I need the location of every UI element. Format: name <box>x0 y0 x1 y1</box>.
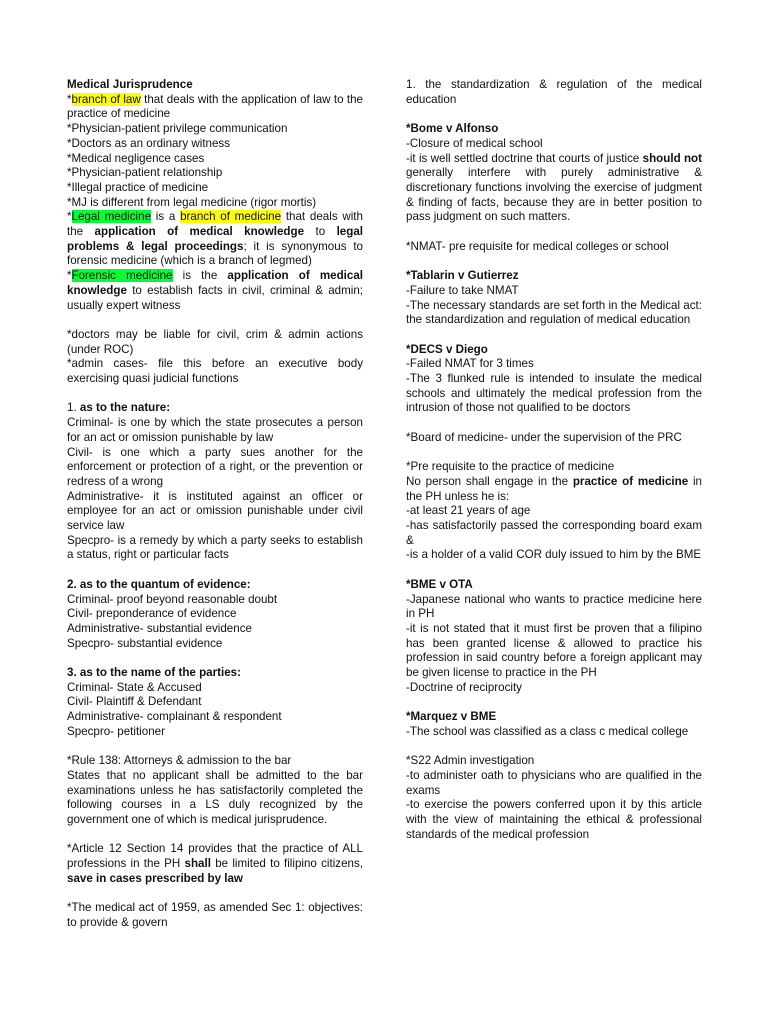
text-run: Administrative- it is instituted against an officer or employee for an act or omission punishable under civil service law <box>67 489 363 533</box>
paragraph <box>406 475 702 504</box>
text-run: Specpro- petitioner <box>67 724 165 738</box>
paragraph <box>67 710 363 725</box>
paragraph <box>67 842 363 886</box>
text-run: is a <box>151 210 181 224</box>
text-run: ; it is synonymous to forensic medicine (which is a branch of legmed) <box>67 239 364 268</box>
bold-text: application of medical knowledge <box>67 269 364 297</box>
paragraph <box>406 269 702 284</box>
paragraph-spacer <box>406 254 702 269</box>
text-run: Criminal- State & Accused <box>67 680 202 694</box>
paragraph <box>67 181 363 196</box>
text-run: Administrative- substantial evidence <box>67 621 252 635</box>
text-run: Criminal- proof beyond reasonable doubt <box>67 592 278 606</box>
text-run: Civil- preponderance of evidence <box>67 607 237 621</box>
text-run: -it is not stated that it must first be proven that a filipino has been granted license & allowed to practice his profession in said country before a foreign applicant may be given license to practice in the PH <box>406 621 702 680</box>
paragraph-spacer <box>406 416 702 431</box>
bold-text: 3. as to the name of the parties: <box>67 666 241 680</box>
paragraph-spacer <box>406 695 702 710</box>
bold-text: Medical Jurisprudence <box>67 78 193 91</box>
bold-text: practice of medicine <box>572 474 689 488</box>
text-run: that deals with the <box>67 210 363 239</box>
text-run: -is a holder of a valid COR duly issued to him by the BME <box>406 548 702 562</box>
text-run: -The necessary standards are set forth in the Medical act: the standardization and regulation of medical education <box>406 298 702 327</box>
paragraph-spacer <box>67 740 363 755</box>
paragraph <box>406 593 702 622</box>
text-run: *The medical act of 1959, as amended Sec 1: objectives: to provide & govern <box>67 901 363 929</box>
paragraph <box>406 78 702 107</box>
bold-text: legal problems & legal proceedings <box>67 225 363 253</box>
bold-text: shall <box>184 857 211 871</box>
text-run: *MJ is different from legal medicine (rigor mortis) <box>67 195 317 209</box>
paragraph-spacer <box>406 225 702 240</box>
paragraph <box>67 593 363 608</box>
text-run: -it is well settled doctrine that courts of justice <box>406 151 643 165</box>
paragraph <box>67 534 363 563</box>
paragraph <box>67 328 363 357</box>
text-run: No person shall engage in the <box>406 474 573 488</box>
left-column <box>67 78 363 931</box>
text-run: in the PH unless he is: <box>406 474 702 503</box>
paragraph <box>67 725 363 740</box>
paragraph <box>406 504 702 519</box>
text-run: -at least 21 years of age <box>406 504 531 518</box>
paragraph <box>406 769 702 798</box>
paragraph <box>406 284 702 299</box>
bold-text: *Marquez v BME <box>406 710 497 724</box>
text-run: Civil- is one which a party sues another for the enforcement or protection of a right, or the prevention or redress of a wrong <box>67 445 363 488</box>
paragraph <box>67 137 363 152</box>
paragraph <box>67 357 363 386</box>
paragraph <box>67 607 363 622</box>
bold-text: save in cases prescribed by law <box>67 871 243 885</box>
text-run: to <box>304 225 337 239</box>
highlighted-text: branch of law <box>71 92 141 106</box>
bold-text: *Tablarin v Gutierrez <box>406 269 519 283</box>
text-run: to establish facts in civil, criminal & admin; usually expert witness <box>67 283 363 312</box>
paragraph <box>67 695 363 710</box>
paragraph <box>406 548 702 563</box>
text-run: *admin cases- file this before an executive body exercising quasi judicial functions <box>67 357 363 386</box>
text-run: Administrative- complainant & respondent <box>67 710 282 724</box>
text-run: *NMAT- pre requisite for medical colleges or school <box>406 239 669 253</box>
bold-text: *DECS v Diego <box>406 342 488 356</box>
paragraph <box>406 357 702 372</box>
paragraph <box>67 622 363 637</box>
paragraph <box>406 372 702 416</box>
text-run: *doctors may be liable for civil, crim & admin actions (under ROC) <box>67 327 363 356</box>
text-run: *Rule 138: Attorneys & admission to the bar <box>67 754 292 768</box>
paragraph-spacer <box>406 563 702 578</box>
paragraph-spacer <box>406 107 702 122</box>
text-run: -has satisfactorily passed the corresponding board exam & <box>406 519 702 547</box>
paragraph <box>406 754 702 769</box>
paragraph <box>67 152 363 167</box>
paragraph <box>67 446 363 490</box>
paragraph <box>406 137 702 152</box>
text-run: -Japanese national who wants to practice medicine here in PH <box>406 592 702 621</box>
paragraph <box>406 578 702 593</box>
paragraph <box>406 681 702 696</box>
bold-text: application of medical knowledge <box>94 225 305 239</box>
text-run: 1. the standardization & regulation of the medical education <box>406 78 702 106</box>
text-run: be limited to filipino citizens, <box>210 857 364 871</box>
text-run: *S22 Admin investigation <box>406 754 535 768</box>
paragraph-spacer <box>67 313 363 328</box>
paragraph-spacer <box>67 563 363 578</box>
text-run: -The 3 flunked rule is intended to insulate the medical schools and ultimately the medical profession from the intrusion of those not qualified to be doctors <box>406 372 702 415</box>
highlighted-text: Legal medicine <box>71 210 152 224</box>
highlighted-text: Forensic medicine <box>71 269 173 283</box>
text-run: is the <box>172 269 228 283</box>
paragraph-spacer <box>406 446 702 461</box>
text-run: -Failure to take NMAT <box>406 283 519 297</box>
text-run: *Board of medicine- under the supervision of the PRC <box>406 430 682 444</box>
paragraph <box>67 166 363 181</box>
paragraph <box>406 343 702 358</box>
text-run: States that no applicant shall be admitted to the bar examinations unless he has satisfactorily completed the following courses in a LS duly recognized by the government one of which is medical jurisprudence. <box>67 768 363 827</box>
text-run: -to administer oath to physicians who are qualified in the exams <box>406 768 702 797</box>
text-run: that deals with the application of law to the practice of medicine <box>67 92 364 121</box>
paragraph <box>67 93 363 122</box>
text-run: Specpro- substantial evidence <box>67 636 223 650</box>
paragraph-spacer <box>406 740 702 755</box>
paragraph <box>67 681 363 696</box>
paragraph <box>406 710 702 725</box>
text-run: *Article 12 Section 14 provides that the practice of ALL professions in the PH <box>67 842 363 871</box>
bold-text: 2. as to the quantum of evidence: <box>67 577 251 591</box>
paragraph <box>67 490 363 534</box>
paragraph <box>67 78 363 93</box>
paragraph-spacer <box>67 887 363 902</box>
paragraph <box>406 622 702 681</box>
text-run: -Doctrine of reciprocity <box>406 680 522 694</box>
paragraph <box>67 901 363 930</box>
paragraph <box>406 460 702 475</box>
text-run: *Physician-patient privilege communication <box>67 122 288 136</box>
text-run: *Pre requisite to the practice of medicine <box>406 460 615 474</box>
text-run: *Doctors as an ordinary witness <box>67 136 231 150</box>
right-column <box>406 78 702 842</box>
paragraph-spacer <box>67 828 363 843</box>
paragraph <box>406 122 702 137</box>
paragraph <box>67 210 363 269</box>
text-run: Specpro- is a remedy by which a party seeks to establish a status, right or particular facts <box>67 533 363 562</box>
text-run: -to exercise the powers conferred upon it by this article with the view of maintaining the ethical & professional standards of the medical profession <box>406 798 702 841</box>
paragraph <box>406 240 702 255</box>
paragraph <box>406 798 702 842</box>
text-run: -The school was classified as a class c medical college <box>406 724 689 738</box>
paragraph-spacer <box>67 387 363 402</box>
text-run: *Physician-patient relationship <box>67 166 223 180</box>
paragraph <box>67 769 363 828</box>
paragraph <box>67 754 363 769</box>
text-run: -Closure of medical school <box>406 136 543 150</box>
paragraph-spacer <box>406 328 702 343</box>
paragraph <box>67 401 363 416</box>
paragraph <box>406 431 702 446</box>
bold-text: as to the nature: <box>79 401 171 415</box>
paragraph <box>406 725 702 740</box>
paragraph <box>406 152 702 226</box>
text-run: * <box>67 210 72 224</box>
paragraph <box>67 666 363 681</box>
paragraph-spacer <box>67 651 363 666</box>
text-run: Criminal- is one by which the state prosecutes a person for an act or omission punishable by law <box>67 416 363 444</box>
bold-text: *Bome v Alfonso <box>406 122 499 136</box>
text-run: -Failed NMAT for 3 times <box>406 357 534 371</box>
text-run: *Illegal practice of medicine <box>67 180 209 194</box>
text-run: Civil- Plaintiff & Defendant <box>67 695 202 709</box>
paragraph <box>67 269 363 313</box>
paragraph <box>67 637 363 652</box>
paragraph <box>67 196 363 211</box>
bold-text: *BME v OTA <box>406 577 473 591</box>
text-run: 1. <box>67 401 80 415</box>
text-run: * <box>67 269 72 283</box>
highlighted-text: branch of medicine <box>180 210 282 224</box>
paragraph <box>67 122 363 137</box>
text-run: generally interfere with purely administrative & discretionary functions involving the exercise of judgment & finding of facts, because they are in better position to pass judgment on such matters. <box>406 166 702 224</box>
paragraph <box>67 578 363 593</box>
text-run: * <box>67 92 72 106</box>
bold-text: should not <box>642 151 702 165</box>
paragraph <box>406 299 702 328</box>
paragraph <box>406 519 702 548</box>
paragraph <box>67 416 363 445</box>
text-run: *Medical negligence cases <box>67 151 205 165</box>
